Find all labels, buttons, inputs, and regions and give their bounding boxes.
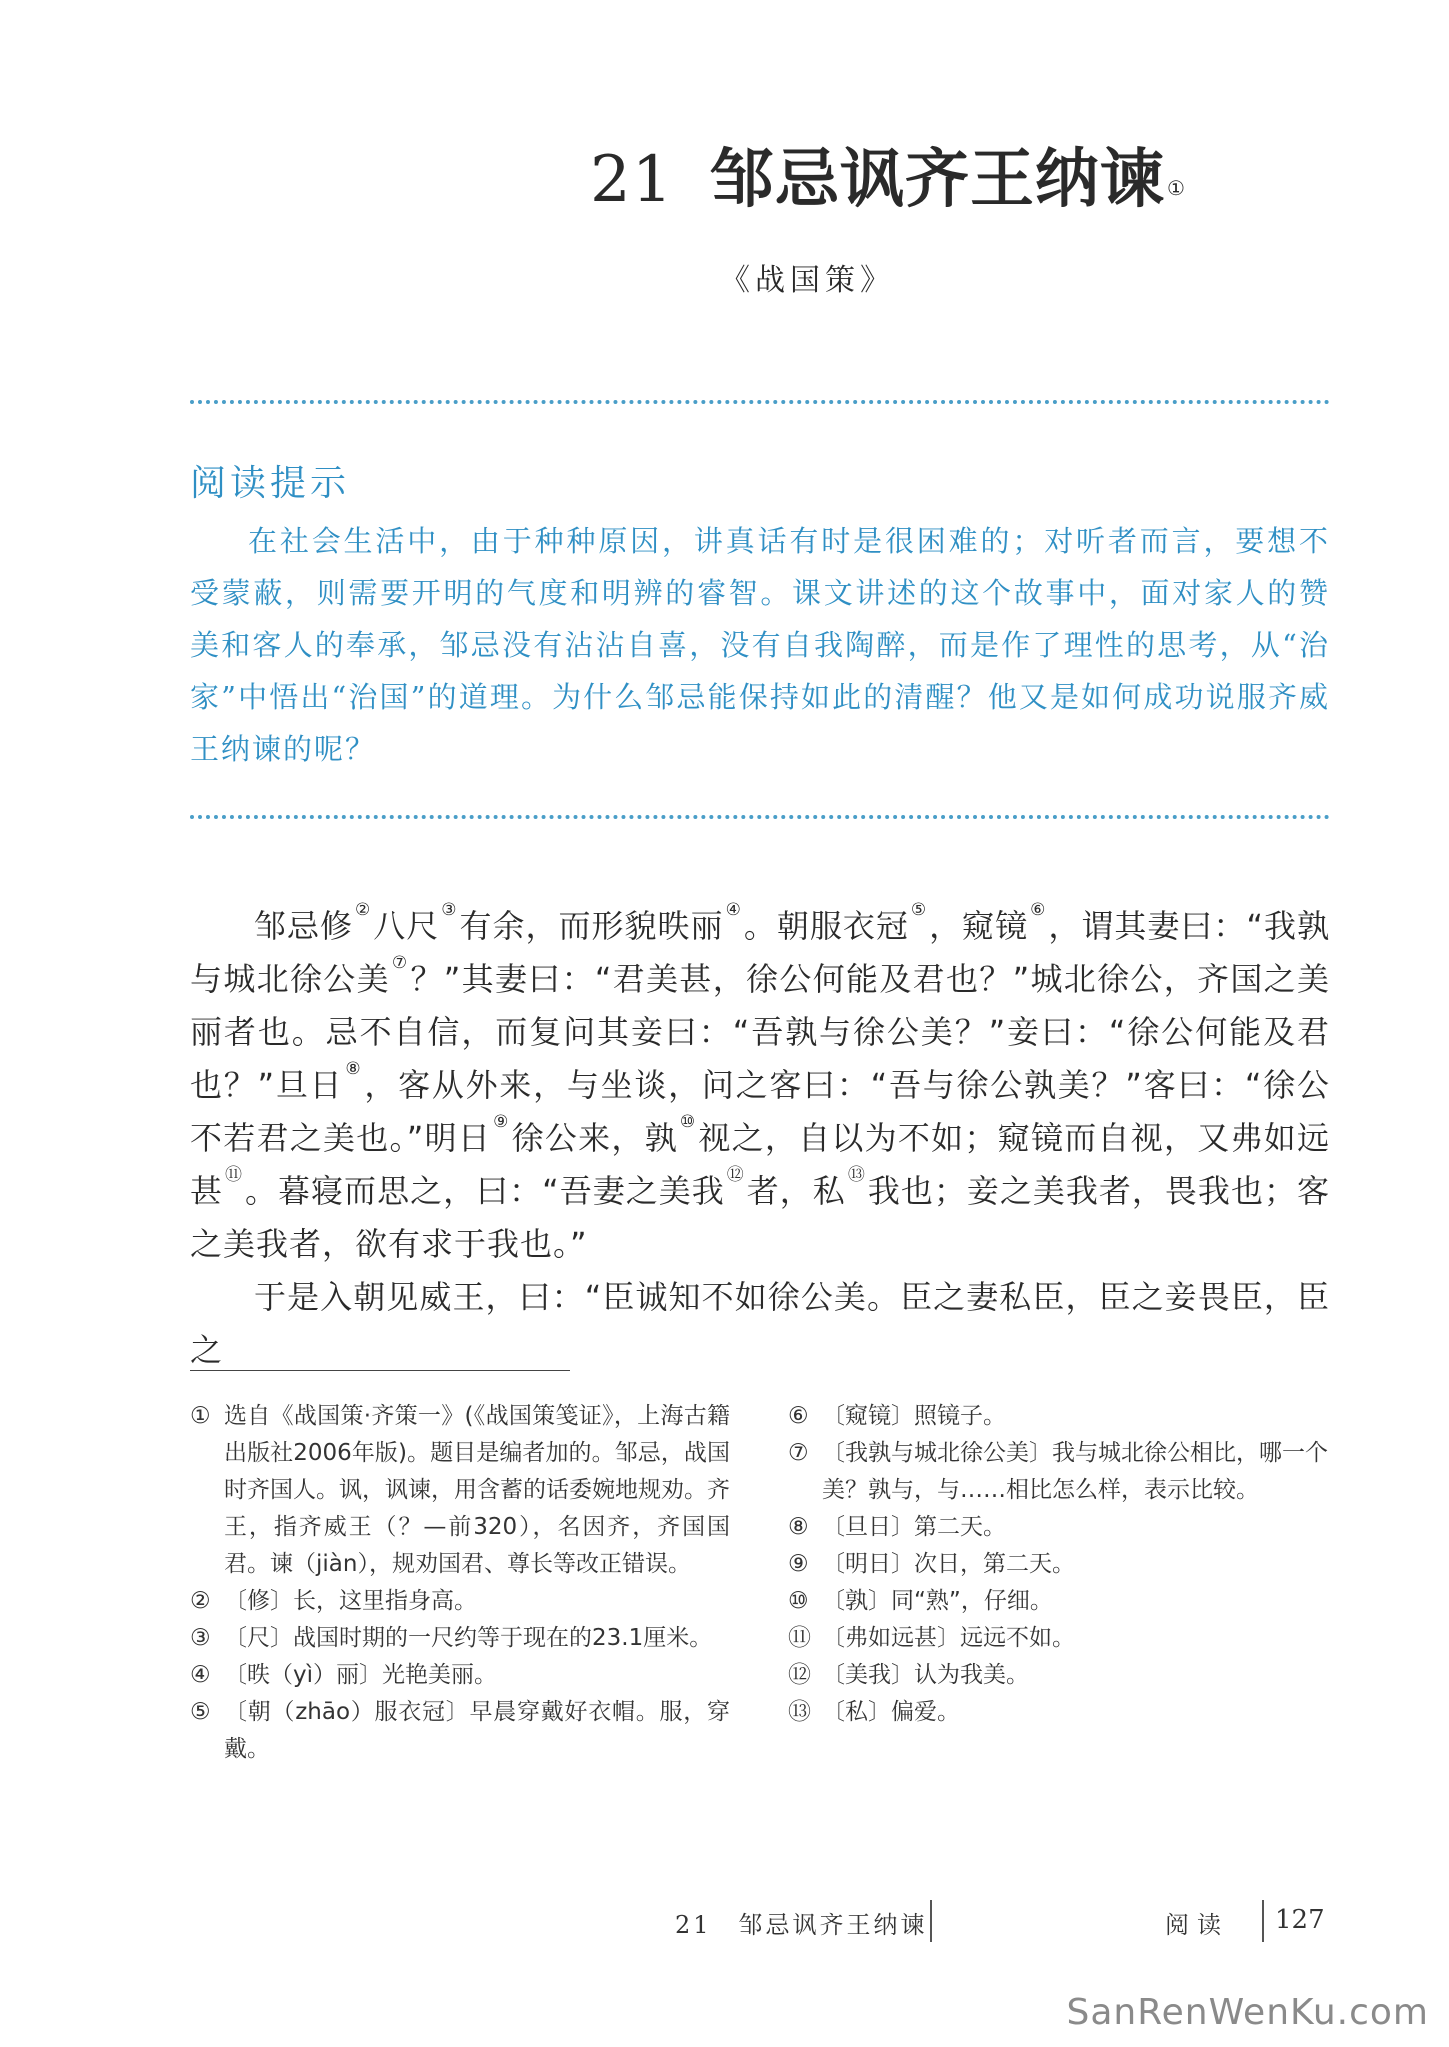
- footnote-marker: ⑤: [190, 1699, 211, 1725]
- footnote-item: [788, 1398, 1328, 1435]
- paragraph-1: 邹忌修 ②八尺 ③有余，而形貌昳丽 ④。朝服衣冠 ⑤，窥镜 ⑥，谓其妻曰：“我孰与城北徐公美 ⑦？”其妻曰：“君美甚，徐公何能及君也？”城北徐公，齐国之美丽者也。忌不自信，而复问其妾曰：“吾孰与徐公美？”妾曰：“徐公何能及君也？”旦日 ⑧，客从外来，与坐谈，问之客曰：“吾与徐公孰美？”客曰：“徐公不若君之美也。”明日 ⑨徐公来，孰 ⑩视之，自以为不如；窥镜而自视，又弗如远甚 ⑪。暮寝而思之，曰：“吾妻之美我 ⑫者，私 ⑬我也；妾之美我者，畏我也；客之美我者，欲有求于我也。”: [190, 900, 1330, 1263]
- footnote-text: 〔昳（yì）丽〕光艳美丽。: [224, 1662, 498, 1688]
- footnote-marker: ⑪: [788, 1625, 811, 1651]
- footnote-marker: ⑨: [788, 1551, 809, 1577]
- footnotes-left-column: [190, 1398, 730, 1768]
- footnote-item: [788, 1694, 1328, 1731]
- dotted-divider-top: [190, 400, 1330, 404]
- footnote-divider: [190, 1370, 570, 1371]
- reading-tips-text: 在社会生活中，由于种种原因，讲真话有时是很困难的；对听者而言，要想不受蒙蔽，则需要开明的气度和明辨的睿智。课文讲述的这个故事中，面对家人的赞美和客人的奉承，邹忌没有沾沾自喜，没有自我陶醉，而是作了理性的思考，从“治家”中悟出“治国”的道理。为什么邹忌能保持如此的清醒？他又是如何成功说服齐威王纳谏的呢？: [190, 524, 1330, 766]
- footnote-item: [190, 1657, 730, 1694]
- footnote-ref[interactable]: ⑥: [1030, 900, 1047, 920]
- footnote-marker: ⑦: [788, 1440, 809, 1466]
- footer-separator: [930, 1900, 932, 1942]
- footnote-ref[interactable]: ⑩: [679, 1112, 697, 1132]
- footnote-ref[interactable]: ⑦: [391, 953, 409, 973]
- footnote-text: 〔弗如远甚〕远远不如。: [822, 1625, 1075, 1651]
- footnote-item: [788, 1583, 1328, 1620]
- footer-separator: [1262, 1900, 1264, 1942]
- main-text: [190, 900, 1330, 1377]
- footnote-text: 〔窥镜〕照镜子。: [822, 1403, 1006, 1429]
- footnote-text: 〔孰〕同“熟”，仔细。: [822, 1588, 1053, 1614]
- source-label: 《战国策》: [720, 263, 895, 298]
- footnote-item: [190, 1620, 730, 1657]
- reading-tips-body: [190, 515, 1330, 775]
- footnote-marker: ⑥: [788, 1403, 809, 1429]
- footnote-marker: ③: [190, 1625, 211, 1651]
- footnote-ref[interactable]: ⑫: [726, 1165, 745, 1185]
- lesson-title: [590, 140, 1186, 220]
- footnote-text: 选自《战国策·齐策一》(《战国策笺证》，上海古籍出版社2006年版)。题目是编者加的。邹忌，战国时齐国人。讽，讽谏，用含蓄的话委婉地规劝。齐王，指齐威王（？—前320），名因齐，齐国国君。谏（jiàn），规劝国君、尊长等改正错误。: [224, 1403, 730, 1577]
- footnote-item: [788, 1546, 1328, 1583]
- footnote-ref[interactable]: ⑪: [225, 1165, 244, 1185]
- footnote-item: [190, 1398, 730, 1583]
- footnote-marker: ④: [190, 1662, 211, 1688]
- footnote-ref[interactable]: ②: [355, 900, 372, 920]
- reading-tips-heading: 阅读提示: [190, 463, 351, 504]
- footnote-item: [788, 1620, 1328, 1657]
- footnote-marker: ②: [190, 1588, 211, 1614]
- footnotes-right-column: [788, 1398, 1328, 1731]
- footnote-text: 〔美我〕认为我美。: [822, 1662, 1029, 1688]
- lesson-title-text: 邹忌讽齐王纳谏: [710, 143, 1165, 217]
- lesson-number: 21: [590, 143, 674, 217]
- footnote-ref[interactable]: ⑧: [345, 1059, 363, 1079]
- footnote-text: 〔我孰与城北徐公美〕我与城北徐公相比，哪一个美？孰与，与……相比怎么样，表示比较。: [822, 1440, 1328, 1503]
- footnote-text: 〔修〕长，这里指身高。: [224, 1588, 477, 1614]
- footnote-item: [788, 1657, 1328, 1694]
- footnote-text: 〔尺〕战国时期的一尺约等于现在的23.1厘米。: [224, 1625, 713, 1651]
- footnote-text: 〔朝（zhāo）服衣冠〕早晨穿戴好衣帽。服，穿戴。: [224, 1699, 730, 1762]
- footnote-ref[interactable]: ⑨: [493, 1112, 510, 1132]
- footnote-marker: ⑫: [788, 1662, 811, 1688]
- footnote-item: [190, 1583, 730, 1620]
- footnote-item: [788, 1435, 1328, 1509]
- footnote-text: 〔私〕偏爱。: [822, 1699, 960, 1725]
- footnote-marker: ①: [190, 1403, 211, 1429]
- title-footnote-marker[interactable]: ①: [1167, 176, 1186, 200]
- paragraph-2: 于是入朝见威王，曰：“臣诚知不如徐公美。臣之妻私臣，臣之妾畏臣，臣之: [190, 1278, 1330, 1369]
- footer-section: 阅读: [1165, 1911, 1229, 1939]
- footnote-ref[interactable]: ⑬: [847, 1165, 866, 1185]
- dotted-divider-bottom: [190, 815, 1330, 819]
- footnote-marker: ⑧: [788, 1514, 809, 1540]
- footnote-marker: ⑬: [788, 1699, 811, 1725]
- footnote-ref[interactable]: ⑤: [910, 900, 928, 920]
- footnote-text: 〔明日〕次日，第二天。: [822, 1551, 1075, 1577]
- footnote-ref[interactable]: ④: [725, 900, 742, 920]
- footnote-text: 〔旦日〕第二天。: [822, 1514, 1006, 1540]
- footnote-item: [190, 1694, 730, 1768]
- footer-lesson-title: 21 邹忌讽齐王纳谏: [675, 1911, 928, 1939]
- watermark: SanRenWenKu.com: [1066, 1992, 1429, 2033]
- page-number: 127: [1275, 1905, 1325, 1935]
- footnote-item: [788, 1509, 1328, 1546]
- footnote-ref[interactable]: ③: [441, 900, 458, 920]
- footnote-marker: ⑩: [788, 1588, 809, 1614]
